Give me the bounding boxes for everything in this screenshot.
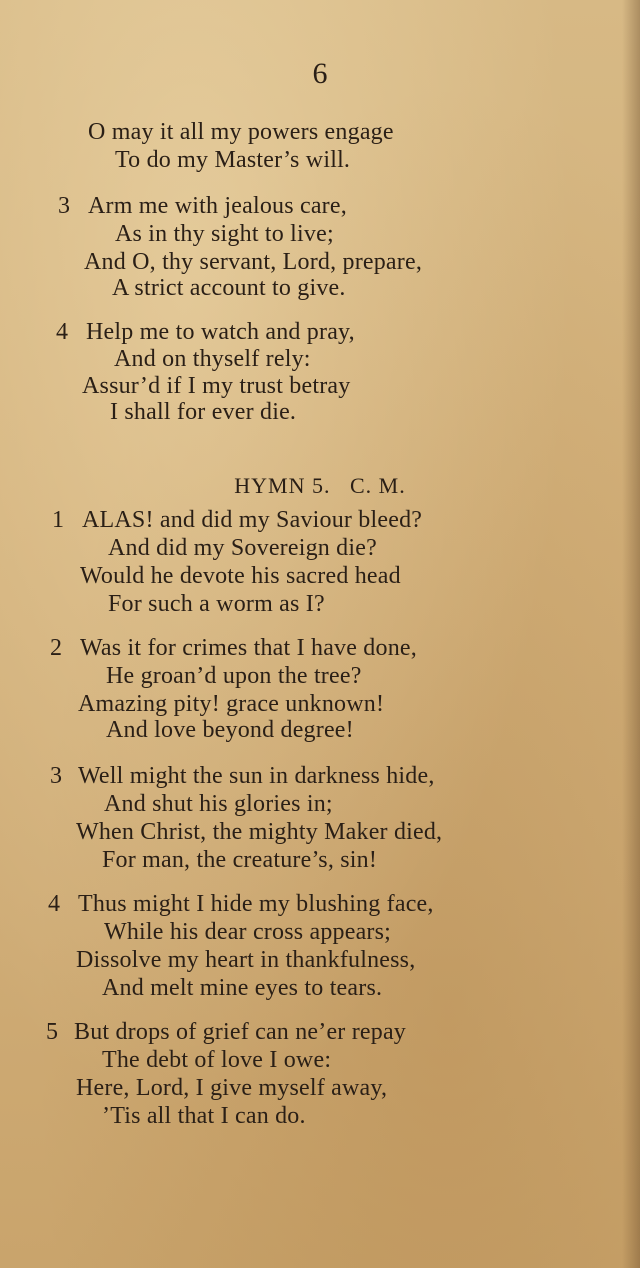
verse-line: ALAS! and did my Saviour bleed?	[82, 507, 423, 533]
page-edge-shadow	[622, 0, 640, 1268]
hymn-meter: C. M.	[349, 473, 406, 498]
verse-line: Arm me with jealous care,	[88, 193, 347, 219]
verse-line: And O, thy servant, Lord, prepare,	[84, 249, 423, 275]
verse-line: And shut his glories in;	[104, 791, 333, 817]
verse-line: A strict account to give.	[112, 275, 346, 301]
verse-line: And did my Sovereign die?	[108, 535, 377, 561]
verse-line: Assur’d if I my trust betray	[82, 373, 351, 399]
stanza-number: 3	[58, 193, 70, 219]
verse-line: As in thy sight to live;	[115, 221, 334, 247]
stanza-number: 5	[46, 1019, 58, 1045]
page-number: 6	[312, 57, 328, 90]
verse-line: I shall for ever die.	[110, 399, 297, 425]
verse-line: Well might the sun in darkness hide,	[78, 763, 435, 789]
stanza-number: 1	[52, 507, 64, 533]
verse-line: And melt mine eyes to tears.	[102, 975, 383, 1001]
verse-line: And love beyond degree!	[106, 717, 354, 743]
verse-line: Would he devote his sacred head	[80, 563, 401, 589]
verse-line: And on thyself rely:	[114, 346, 311, 372]
verse-line: He groan’d upon the tree?	[106, 663, 362, 689]
verse-line: Dissolve my heart in thankfulness,	[76, 947, 416, 973]
verse-line: When Christ, the mighty Maker died,	[76, 819, 443, 845]
verse-line: Thus might I hide my blushing face,	[78, 891, 434, 917]
stanza-number: 4	[56, 319, 68, 345]
stanza-number: 3	[50, 763, 62, 789]
hymn-heading	[0, 472, 640, 500]
stanza-number: 4	[48, 891, 60, 917]
verse-line: To do my Master’s will.	[115, 147, 351, 173]
verse-line: For such a worm as I?	[108, 591, 325, 617]
verse-line: But drops of grief can ne’er repay	[74, 1019, 406, 1045]
verse-line: ’Tis all that I can do.	[102, 1103, 306, 1129]
verse-line: Amazing pity! grace unknown!	[78, 691, 385, 717]
verse-line: The debt of love I owe:	[102, 1047, 332, 1073]
hymn-title: HYMN 5.	[234, 473, 331, 498]
verse-line: While his dear cross appears;	[104, 919, 392, 945]
verse-line: Was it for crimes that I have done,	[80, 635, 417, 661]
verse-line: Here, Lord, I give myself away,	[76, 1075, 388, 1101]
verse-line: For man, the creature’s, sin!	[102, 847, 378, 873]
verse-line: Help me to watch and pray,	[86, 319, 355, 345]
verse-line: O may it all my powers engage	[88, 119, 394, 145]
stanza-number: 2	[50, 635, 62, 661]
